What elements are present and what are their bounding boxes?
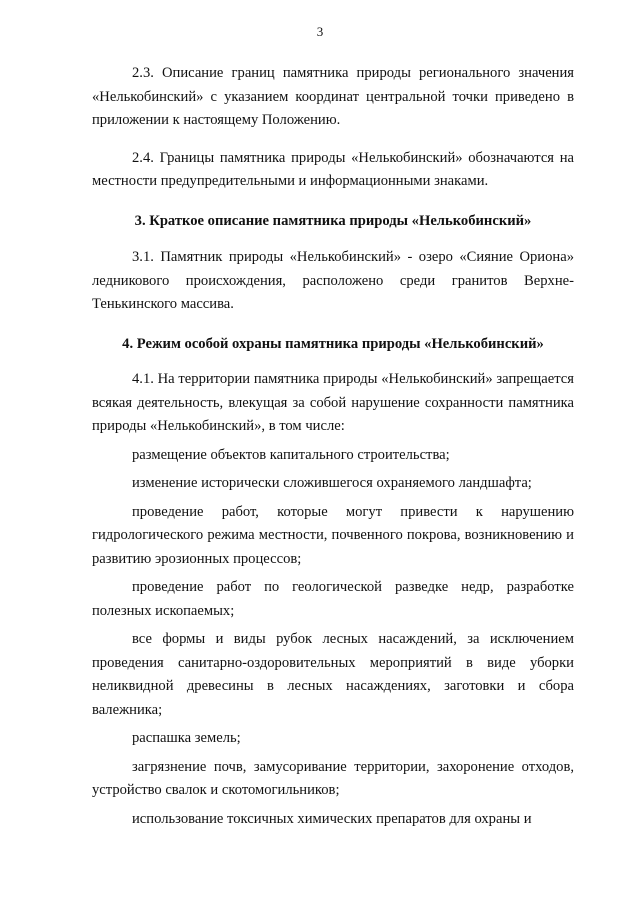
list-item: размещение объектов капитального строительства; xyxy=(132,446,450,463)
list-item: проведение работ, которые могут привести к нарушению гидрологического режима местности, почвенного покрова, возникновению и развитию эрозионных процессов; xyxy=(92,503,574,567)
list-item: проведение работ по геологической разведке недр, разработке полезных ископаемых; xyxy=(92,579,574,619)
paragraph-3-1: 3.1. Памятник природы «Нелькобинский» - озеро «Сияние Ориона» ледникового происхождения, расположено среди гранитов Верхне-Тенькинского массива. xyxy=(92,249,574,312)
list-item: все формы и виды рубок лесных насаждений, за исключением проведения санитарно-оздоровительных мероприятий в виде уборки неликвидной древесины в лесных насаждениях, заготовки и сбора валежника; xyxy=(92,631,574,718)
paragraph-2-3: 2.3. Описание границ памятника природы регионального значения «Нелькобинский» с указанием координат центральной точки приведено в приложении к настоящему Положению. xyxy=(92,65,574,128)
list-item: использование токсичных химических препаратов для охраны и xyxy=(132,810,532,827)
paragraph-4-1: 4.1. На территории памятника природы «Нелькобинский» запрещается всякая деятельность, влекущая за собой нарушение сохранности памятника природы «Нелькобинский», в том числе: xyxy=(92,371,574,434)
list-item: загрязнение почв, замусоривание территории, захоронение отходов, устройство свалок и скотомогильников; xyxy=(92,758,574,798)
section-heading-3: 3. Краткое описание памятника природы «Нелькобинский» xyxy=(134,212,532,229)
section-heading-4: 4. Режим особой охраны памятника природы «Нелькобинский» xyxy=(122,335,544,352)
list-item: распашка земель; xyxy=(132,730,241,746)
paragraph-2-4: 2.4. Границы памятника природы «Нелькобинский» обозначаются на местности предупредительными и информационными знаками. xyxy=(92,149,574,189)
list-item: изменение исторически сложившегося охраняемого ландшафта; xyxy=(132,475,532,491)
page-number: 3 xyxy=(316,24,324,39)
document-body xyxy=(92,62,574,831)
